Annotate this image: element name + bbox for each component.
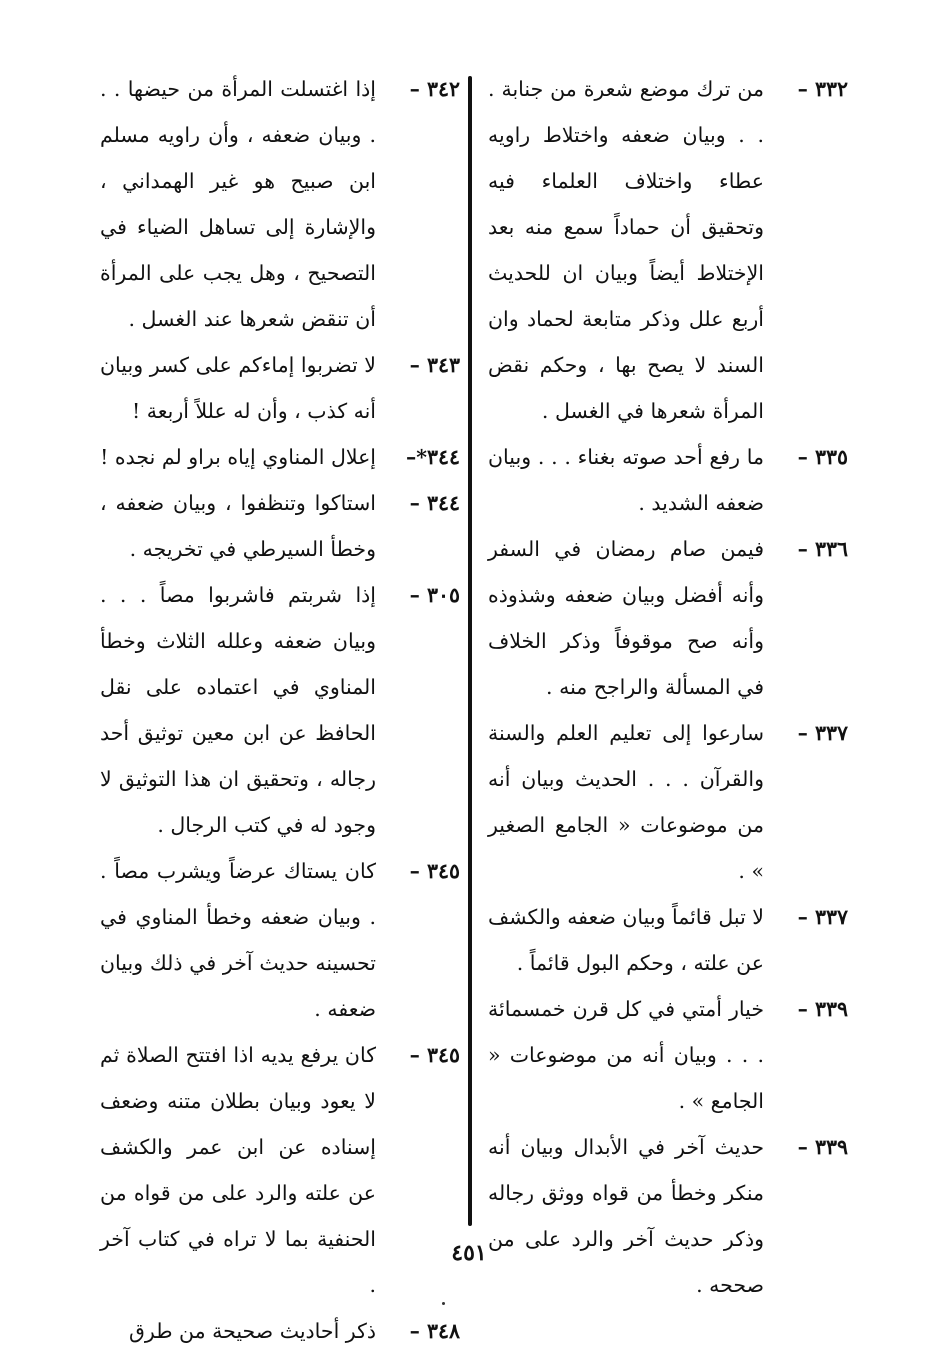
entry-text: خيار أمتي في كل قرن خمسمائة . . . وبيان أنه من موضوعات « الجامع » . xyxy=(488,997,764,1113)
entry-number: ٣٤٤ – xyxy=(409,491,460,515)
index-entry xyxy=(488,66,848,434)
entry-text: فيمن صام رمضان في السفر وأنه أفضل وبيان ضعفه وشذوذه وأنه صح موقوفاً وذكر الخلاف في المسألة والراجح منه . xyxy=(488,537,764,699)
index-entry xyxy=(100,66,460,342)
entry-number: ٣٤٥ – xyxy=(409,1043,460,1067)
entry-number: ٣٣٧ – xyxy=(797,721,848,745)
index-entry xyxy=(488,526,848,710)
column-divider xyxy=(468,76,472,1226)
entry-text: من ترك موضع شعرة من جنابة . . . وبيان ضعفه واختلاط راويه عطاء واختلاف العلماء فيه وتحقيق أن حماداً سمع منه بعد الإختلاط أيضاً وبيان ان للحديث أربع علل وذكر متابعة لحماد وان السند لا يصح بها ، وحكم نقض المرأة شعرها في الغسل . xyxy=(488,77,764,423)
entry-text: إعلال المناوي إياه براو لم نجده ! xyxy=(100,445,376,469)
scan-speck xyxy=(442,1302,445,1305)
entry-number: ٣٣٩ – xyxy=(797,1135,848,1159)
entry-text: إذا اغتسلت المرأة من حيضها . . . وبيان ضعفه ، وأن راويه مسلم ابن صبيح هو غير الهمداني ، والإشارة إلى تساهل الضياء في التصحيح ، وهل يجب على المرأة أن تنقض شعرها عند الغسل . xyxy=(100,77,376,331)
entry-number: ٣٣٢ – xyxy=(797,77,848,101)
index-entry xyxy=(488,710,848,894)
entry-text: استاكوا وتنظفوا ، وبيان ضعفه ، وخطأ السيرطي في تخريجه . xyxy=(100,491,376,561)
entry-number: ٣٣٩ – xyxy=(797,997,848,1021)
entry-number: ٣٤٤*– xyxy=(405,445,460,469)
entry-text: لا تضربوا إماءكم على كسر وبيان أنه كذب ، وأن له عللاً أربعة ! xyxy=(100,353,376,423)
index-entry xyxy=(100,1032,460,1308)
entry-text: حديث آخر في الأبدال وبيان أنه منكر وخطأ من قواه ووثق رجاله وذكر حديث آخر والرد على من صححه . xyxy=(488,1135,764,1297)
entry-text: لا تبل قائماً وبيان ضعفه والكشف عن علته ، وحكم البول قائماً . xyxy=(488,905,764,975)
entry-number: ٣٠٥ – xyxy=(409,583,460,607)
entry-text: ما رفع أحد صوته بغناء . . . وبيان ضعفه الشديد . xyxy=(488,445,764,515)
entry-number: ٣٣٥ – xyxy=(797,445,848,469)
entry-number: ٣٤٨ – xyxy=(409,1319,460,1343)
index-entry xyxy=(100,342,460,434)
entry-number: ٣٣٦ – xyxy=(797,537,848,561)
index-entry xyxy=(100,480,460,572)
page-number: ٤٥١ xyxy=(451,1240,487,1266)
entry-text: كان يرفع يديه اذا افتتح الصلاة ثم لا يعود وبيان بطلان متنه وضعف إسناده عن ابن عمر والكشف عن علته والرد على من قواه من الحنفية بما لا تراه في كتاب آخر . xyxy=(100,1043,376,1297)
index-entry xyxy=(100,434,460,480)
entry-text: كان يستاك عرضاً ويشرب مصاً . . وبيان ضعفه وخطأ المناوي في تحسينه حديث آخر في ذلك وبيان ضعفه . xyxy=(100,859,376,1021)
entry-number: ٣٤٣ – xyxy=(409,353,460,377)
index-entry xyxy=(488,1124,848,1308)
index-entry xyxy=(100,848,460,1032)
index-entry xyxy=(100,572,460,848)
left-column xyxy=(100,66,460,1354)
index-entry xyxy=(100,1308,460,1354)
index-entry xyxy=(488,434,848,526)
entry-number: ٣٣٧ – xyxy=(797,905,848,929)
entry-number: ٣٤٢ – xyxy=(409,77,460,101)
entry-text: إذا شربتم فاشربوا مصاً . . . وبيان ضعفه وعلله الثلاث وخطأ المناوي في اعتماده على نقل الحافظ عن ابن معين توثيق أحد رجاله ، وتحقيق ان هذا التوثيق لا وجود له في كتب الرجال . xyxy=(100,583,376,837)
entry-text: سارعوا إلى تعليم العلم والسنة والقرآن . . . الحديث وبيان أنه من موضوعات « الجامع الصغير » . xyxy=(488,721,764,883)
index-entry xyxy=(488,986,848,1124)
right-column xyxy=(488,66,848,1308)
index-entry xyxy=(488,894,848,986)
entry-text: ذكر أحاديث صحيحة من طرق xyxy=(128,1319,376,1343)
entry-number: ٣٤٥ – xyxy=(409,859,460,883)
